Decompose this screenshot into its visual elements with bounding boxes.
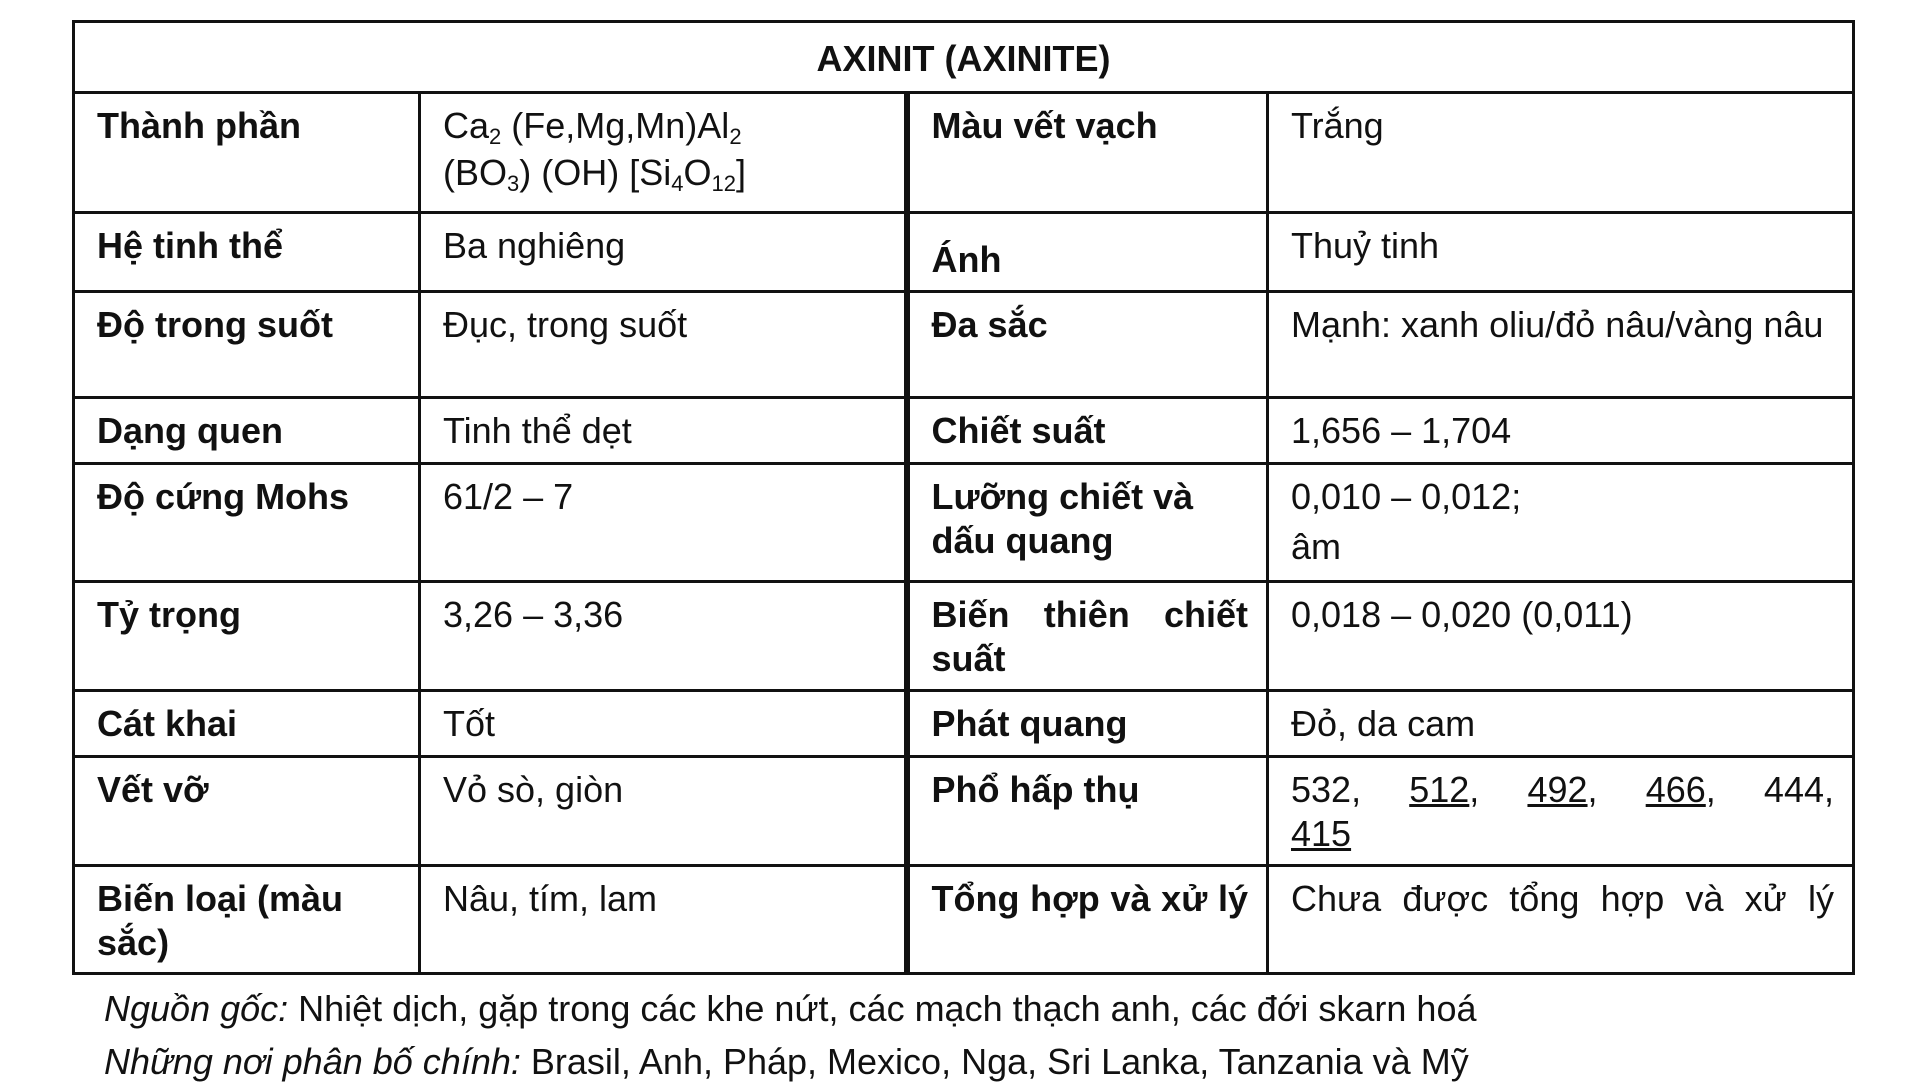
value-cell: Nâu, tím, lam [420, 865, 907, 974]
distribution-label: Những nơi phân bố chính: [104, 1041, 521, 1082]
table-row [74, 690, 1854, 756]
label-cell: Phổ hấp thụ [907, 756, 1268, 865]
table-row [74, 213, 1854, 292]
origin-note [104, 982, 1477, 1035]
table-row [74, 582, 1854, 691]
absorption-value: 492 [1527, 768, 1588, 810]
value-cell: Tinh thể dẹt [420, 398, 907, 464]
value-cell: Tốt [420, 690, 907, 756]
table-row [74, 756, 1854, 865]
value-cell: 1,656 – 1,704 [1268, 398, 1854, 464]
table-row [74, 93, 1854, 213]
label-cell: Đa sắc [907, 292, 1268, 398]
table-row [74, 865, 1854, 974]
value-cell: Thuỷ tinh [1268, 213, 1854, 292]
footnotes [104, 982, 1477, 1088]
table-row [74, 464, 1854, 582]
label-cell: Vết vỡ [74, 756, 420, 865]
label-cell: Biến loại (màu sắc) [74, 865, 420, 974]
value-cell: Mạnh: xanh oliu/đỏ nâu/vàng nâu [1268, 292, 1854, 398]
label-cell: Dạng quen [74, 398, 420, 464]
label-cell: Tổng hợp và xử lý [907, 865, 1268, 974]
value-cell: 0,010 – 0,012; âm [1268, 464, 1854, 582]
origin-label: Nguồn gốc: [104, 988, 289, 1029]
absorption-value: 466 [1645, 768, 1706, 810]
label-cell: Biến thiên chiết suất [907, 582, 1268, 691]
label-cell: Độ cứng Mohs [74, 464, 420, 582]
label-cell: Cát khai [74, 690, 420, 756]
table-row [74, 292, 1854, 398]
absorption-value: 532, [1291, 768, 1362, 810]
label-cell: Phát quang [907, 690, 1268, 756]
value-cell: Đỏ, da cam [1268, 690, 1854, 756]
absorption-value: 512 [1409, 768, 1470, 810]
label-cell: Màu vết vạch [907, 93, 1268, 213]
value-cell-absorption: 532, 512, 492, 466, 444, 415 [1268, 756, 1854, 865]
value-cell: Trắng [1268, 93, 1854, 213]
value-cell: 0,018 – 0,020 (0,011) [1268, 582, 1854, 691]
origin-text: Nhiệt dịch, gặp trong các khe nứt, các mạch thạch anh, các đới skarn hoá [288, 988, 1477, 1029]
value-cell: Chưa được tổng hợp và xử lý [1268, 865, 1854, 974]
label-cell: Thành phần [74, 93, 420, 213]
label-cell: Độ trong suốt [74, 292, 420, 398]
label-cell: Chiết suất [907, 398, 1268, 464]
distribution-text: Brasil, Anh, Pháp, Mexico, Nga, Sri Lanka, Tanzania và Mỹ [520, 1041, 1469, 1082]
absorption-value: 415 [1291, 812, 1352, 854]
value-cell: Ba nghiêng [420, 213, 907, 292]
label-cell: Lưỡng chiết và dấu quang [907, 464, 1268, 582]
value-cell: 61/2 – 7 [420, 464, 907, 582]
value-cell: 3,26 – 3,36 [420, 582, 907, 691]
label-cell: Ánh [907, 213, 1268, 292]
table-row [74, 398, 1854, 464]
table-title: AXINIT (AXINITE) [74, 22, 1854, 93]
value-cell: Vỏ sò, giòn [420, 756, 907, 865]
mineral-properties-table [72, 20, 1855, 975]
label-cell: Hệ tinh thể [74, 213, 420, 292]
distribution-note [104, 1035, 1477, 1088]
value-cell: Đục, trong suốt [420, 292, 907, 398]
label-cell: Tỷ trọng [74, 582, 420, 691]
value-cell-composition: $Ca_2$ $(Fe,Mg,Mn)Al_2$ $(BO_3)$ (OH) $[Si_4O_{12}]$ [420, 93, 907, 213]
absorption-value: 444, [1763, 768, 1834, 810]
